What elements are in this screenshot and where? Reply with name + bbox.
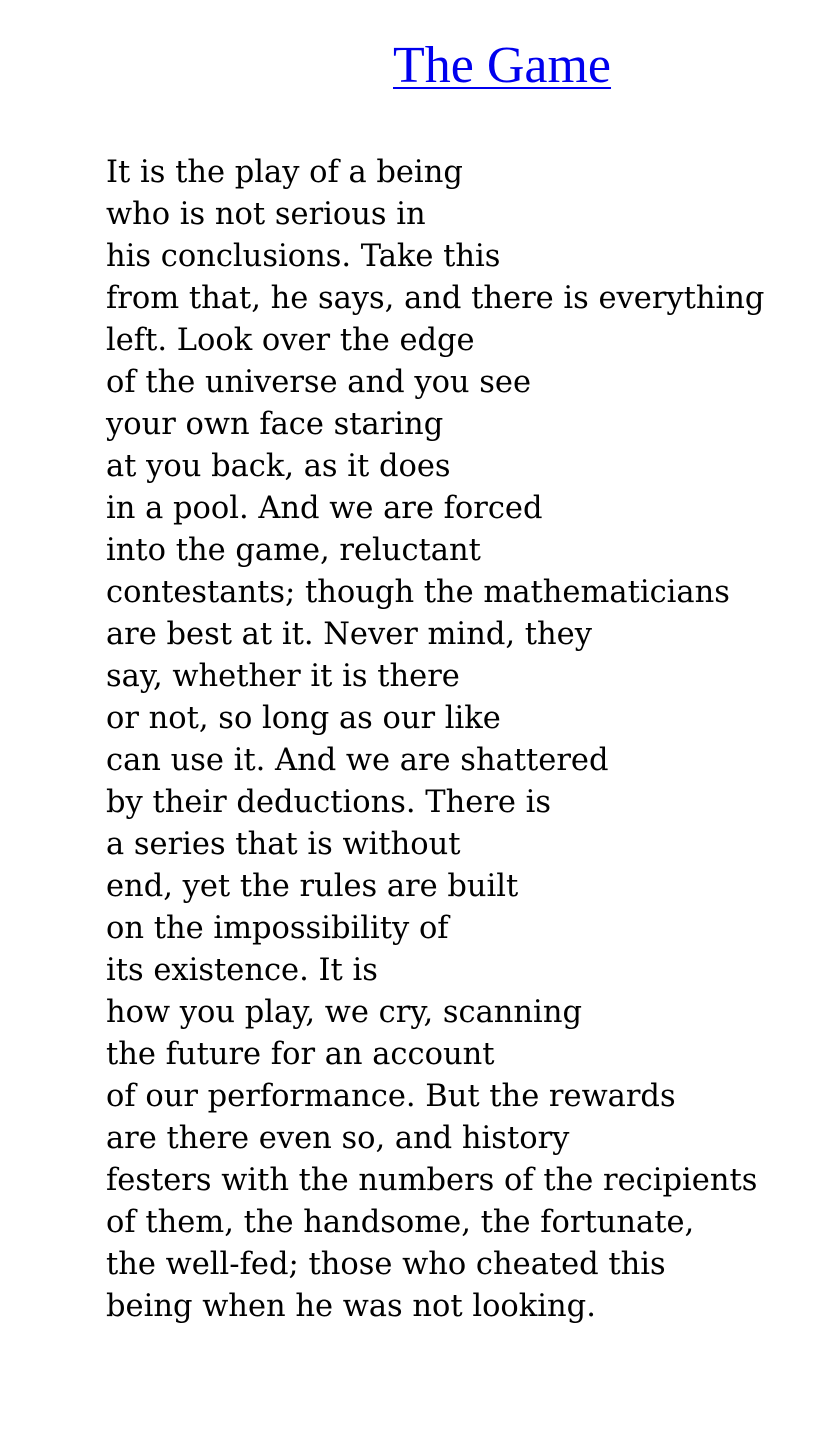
- poem-line: of them, the handsome, the fortunate,: [106, 1205, 695, 1240]
- poem-body: [106, 152, 826, 1328]
- poem-line: being when he was not looking.: [106, 1289, 596, 1324]
- poem-line: are best at it. Never mind, they: [106, 617, 592, 652]
- poem-line: the well-fed; those who cheated this: [106, 1247, 666, 1282]
- poem-line: into the game, reluctant: [106, 533, 481, 568]
- poem-line: his conclusions. Take this: [106, 239, 501, 274]
- poem-line: who is not serious in: [106, 197, 426, 232]
- poem-line: on the impossibility of: [106, 911, 449, 946]
- poem-line: at you back, as it does: [106, 449, 451, 484]
- poem-line: from that, he says, and there is everything: [106, 281, 765, 316]
- poem-line: by their deductions. There is: [106, 785, 552, 820]
- poem-line: the future for an account: [106, 1037, 495, 1072]
- poem-line: how you play, we cry, scanning: [106, 995, 582, 1030]
- poem-line: say, whether it is there: [106, 659, 460, 694]
- poem-line: of our performance. But the rewards: [106, 1079, 676, 1114]
- poem-line: in a pool. And we are forced: [106, 491, 543, 526]
- poem-line: It is the play of a being: [106, 155, 463, 190]
- poem-line: are there even so, and history: [106, 1121, 570, 1156]
- poem-line: left. Look over the edge: [106, 323, 475, 358]
- poem-line: your own face staring: [106, 407, 444, 442]
- poem-line: can use it. And we are shattered: [106, 743, 609, 778]
- poem-line: or not, so long as our like: [106, 701, 501, 736]
- poem-line: festers with the numbers of the recipients: [106, 1163, 758, 1198]
- poem-line: its existence. It is: [106, 953, 378, 988]
- poem-line: contestants; though the mathematicians: [106, 575, 730, 610]
- poem-line: of the universe and you see: [106, 365, 532, 400]
- poem-line: a series that is without: [106, 827, 461, 862]
- poem-title-link[interactable]: The Game: [393, 37, 612, 94]
- poem-line: end, yet the rules are built: [106, 869, 519, 904]
